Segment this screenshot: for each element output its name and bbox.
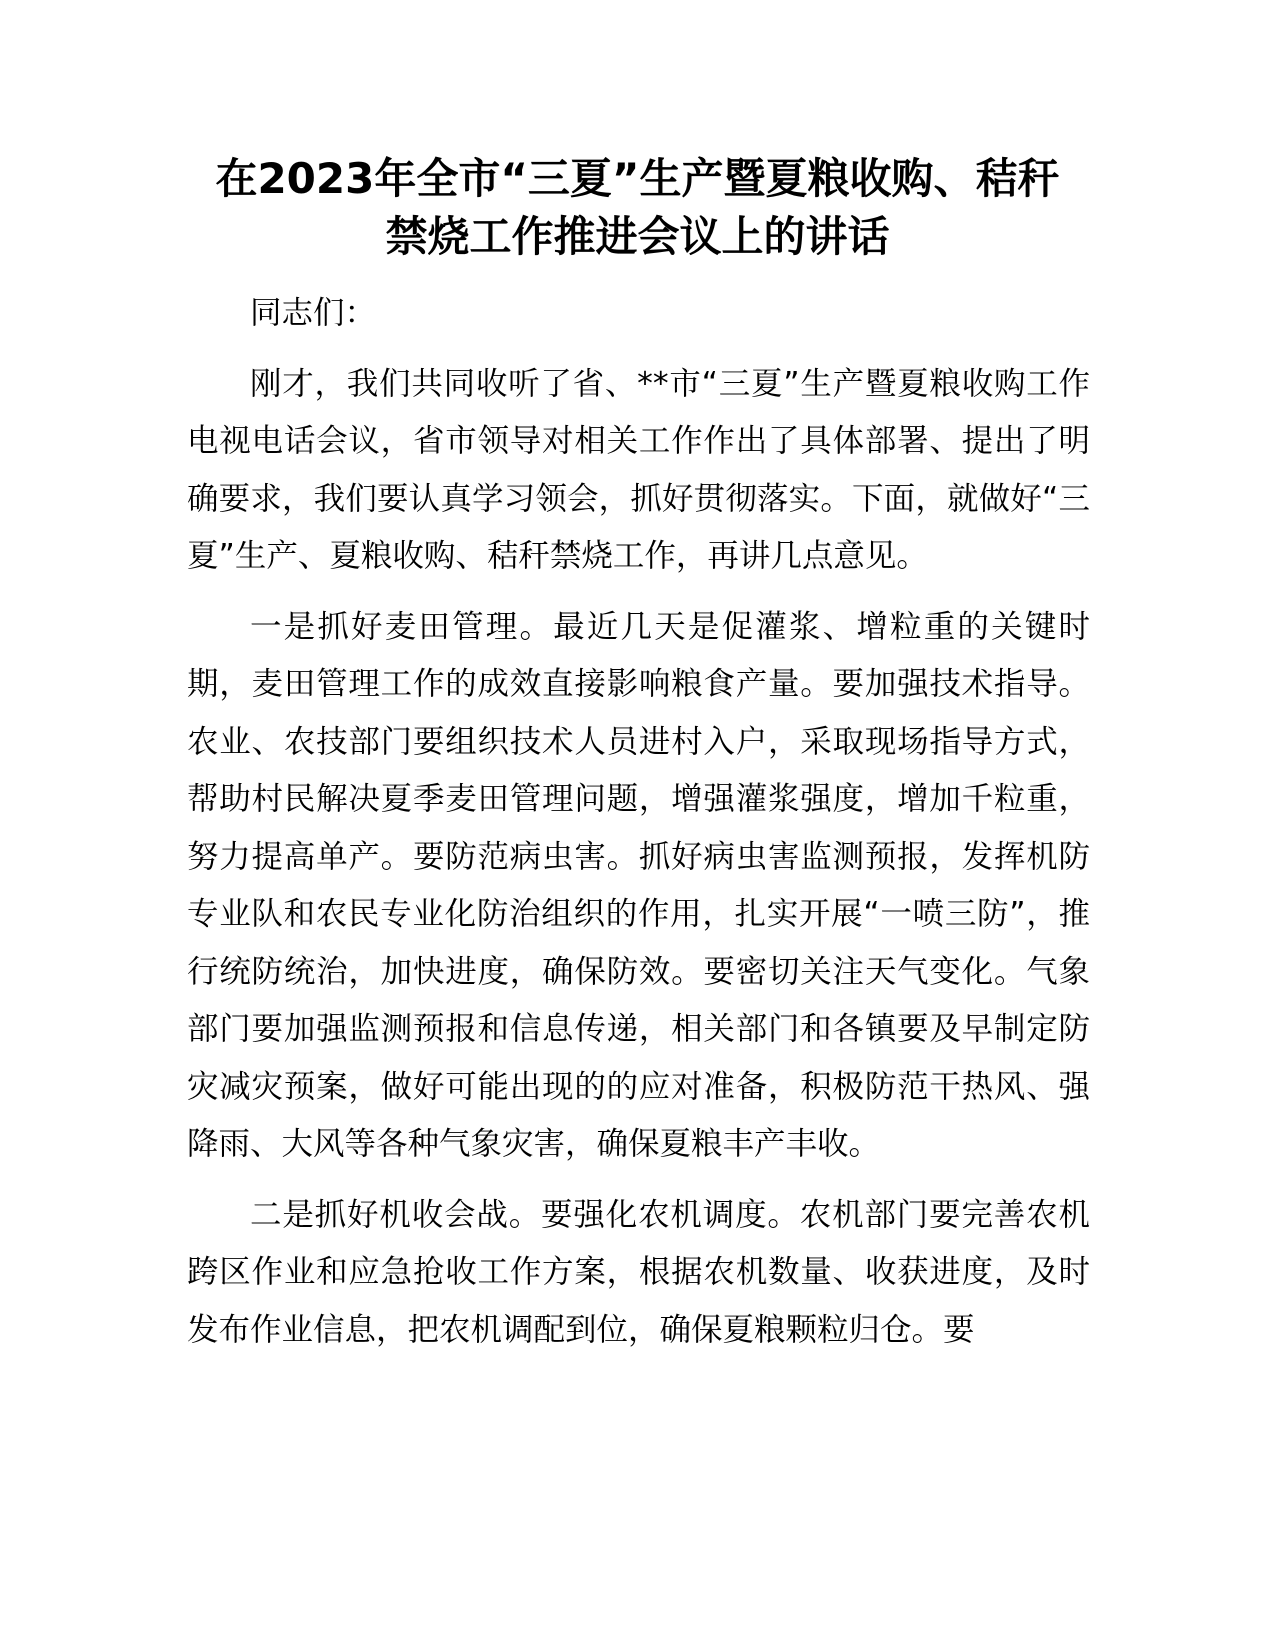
title-line-2: 禁烧工作推进会议上的讲话 (385, 212, 890, 261)
document-title (150, 150, 1125, 266)
paragraph-opening: 刚才，我们共同收听了省、**市“三夏”生产暨夏粮收购工作电视电话会议，省市领导对相关工作作出了具体部署、提出了明确要求，我们要认真学习领会，抓好贯彻落实。下面，就做好“三夏”生产、夏粮收购、秸秆禁烧工作，再讲几点意见。 (187, 365, 1090, 574)
title-line-1: 在2023年全市“三夏”生产暨夏粮收购、秸秆 (215, 154, 1060, 203)
document-body (187, 285, 1090, 1372)
paragraph-wheat-field-management: 一是抓好麦田管理。最近几天是促灌浆、增粒重的关键时期，麦田管理工作的成效直接影响粮食产量。要加强技术指导。农业、农技部门要组织技术人员进村入户，采取现场指导方式，帮助村民解决夏季麦田管理问题，增强灌浆强度，增加千粒重，努力提高单产。要防范病虫害。抓好病虫害监测预报，发挥机防专业队和农民专业化防治组织的作用，扎实开展“一喷三防”，推行统防统治，加快进度，确保防效。要密切关注天气变化。气象部门要加强监测预报和信息传递，相关部门和各镇要及早制定防灾减灾预案，做好可能出现的的应对准备，积极防范干热风、强降雨、大风等各种气象灾害，确保夏粮丰产丰收。 (187, 608, 1090, 1162)
paragraph-machine-harvest: 二是抓好机收会战。要强化农机调度。农机部门要完善农机跨区作业和应急抢收工作方案，根据农机数量、收获进度，及时发布作业信息，把农机调配到位，确保夏粮颗粒归仓。要 (187, 1196, 1090, 1348)
salutation: 同志们： (250, 295, 377, 331)
